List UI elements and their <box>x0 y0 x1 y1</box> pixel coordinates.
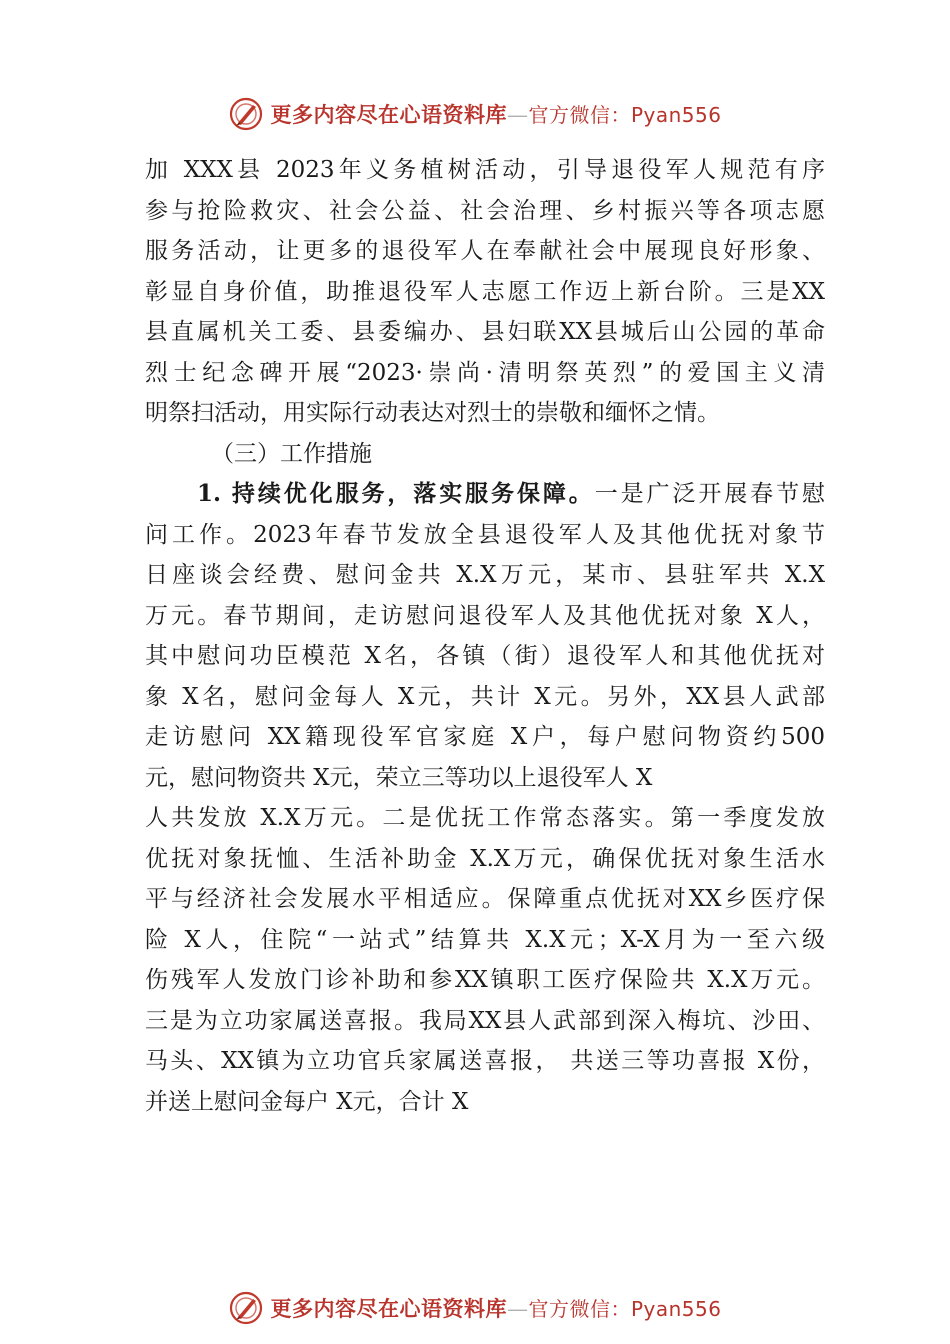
paragraph-volunteer <box>145 150 825 434</box>
text-line <box>145 474 825 515</box>
measure-title: 1. 持续优化服务，落实服务保障。 <box>197 480 595 507</box>
text-line: 服务活动，让更多的退役军人在奉献社会中展现良好形象、 <box>145 238 825 264</box>
text-line: 参与抢险救灾、社会公益、社会治理、乡村振兴等各项志愿 <box>145 197 825 224</box>
text-line: 优抚对象抚恤、生活补助金 X.X万元，确保优抚对象生活水 <box>145 845 825 872</box>
watermark-separator: — <box>506 103 529 127</box>
watermark-text <box>270 99 721 129</box>
brush-logo-icon <box>228 1290 264 1326</box>
text-line: 马头、XX镇为立功官兵家属送喜报， 共送三等功喜报 X份， <box>145 1048 825 1074</box>
text-line: 明祭扫活动，用实际行动表达对烈士的崇敬和缅怀之情。 <box>145 400 720 426</box>
text-line: 其中慰问功臣模范 X名，各镇（街）退役军人和其他优抚对 <box>145 643 825 669</box>
text-line: 日座谈会经费、慰问金共 X.X万元，某市、县驻军共 X.X <box>145 562 825 588</box>
text-line: 险 X人，住院“一站式”结算共 X.X元；X-X月为一至六级 <box>145 926 825 953</box>
watermark-banner-bottom <box>0 1286 950 1330</box>
brush-logo-icon <box>228 96 264 132</box>
text-line: 烈士纪念碑开展“2023·崇尚·清明祭英烈”的爱国主义清 <box>145 359 825 386</box>
text-line: 万元。春节期间，走访慰问退役军人及其他优抚对象 X人， <box>145 602 825 629</box>
text-line: 人共发放 X.X万元。二是优抚工作常态落实。第一季度发放 <box>145 805 825 831</box>
text-line: 伤残军人发放门诊补助和参XX镇职工医疗保险共 X.X万元。 <box>145 967 825 993</box>
watermark-wechat: 官方微信：Pyan556 <box>528 103 722 127</box>
text-line: 加 XXX县 2023年义务植树活动，引导退役军人规范有序 <box>145 157 825 183</box>
text-line: 元，慰问物资共 X元，荣立三等功以上退役军人 X <box>145 764 653 791</box>
text-line: 象 X名，慰问金每人 X元，共计 X元。另外，XX县人武部 <box>145 683 825 710</box>
watermark-site: 更多内容尽在心语资料库 <box>270 102 507 127</box>
text-line: 走访慰问 XX籍现役军官家庭 X户，每户慰问物资约500 <box>145 724 825 750</box>
document-body <box>145 150 825 1122</box>
text-line: 平与经济社会发展水平相适应。保障重点优抚对XX乡医疗保 <box>145 886 825 912</box>
watermark-wechat: 官方微信：Pyan556 <box>528 1297 722 1321</box>
section-heading: （三）工作措施 <box>211 440 372 467</box>
text-line: 并送上慰问金每户 X元，合计 X <box>145 1088 469 1115</box>
text-line: 县直属机关工委、县委编办、县妇联XX县城后山公园的革命 <box>145 319 825 345</box>
measure-text: 一是广泛开展春节慰 <box>594 481 825 507</box>
watermark-site: 更多内容尽在心语资料库 <box>270 1296 507 1321</box>
watermark-banner-top <box>0 92 950 136</box>
paragraph-measure-1 <box>145 474 825 1122</box>
text-line: 问工作。2023年春节发放全县退役军人及其他优抚对象节 <box>145 521 825 548</box>
watermark-text <box>270 1293 721 1323</box>
text-line: 三是为立功家属送喜报。我局XX县人武部到深入梅坑、沙田、 <box>145 1007 825 1034</box>
text-line: 彰显自身价值，助推退役军人志愿工作迈上新台阶。三是XX <box>145 278 825 305</box>
watermark-separator: — <box>506 1297 529 1321</box>
